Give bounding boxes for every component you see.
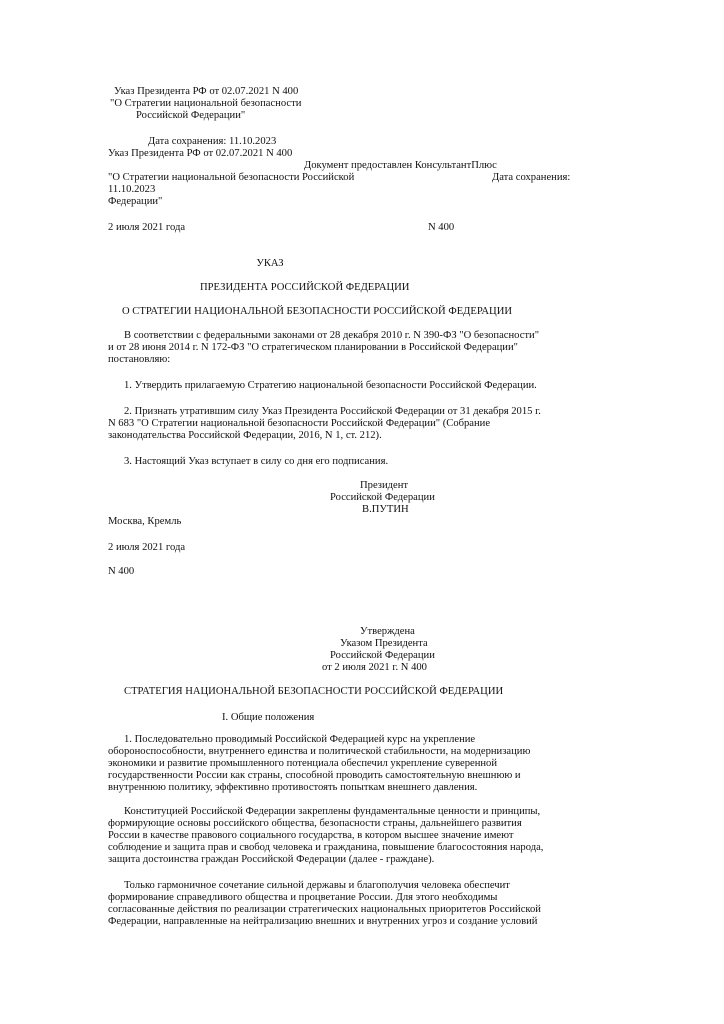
strategy-section-title: I. Общие положения [222,712,315,723]
header-line-8: 11.10.2023 [108,184,156,195]
approved-line-1: Утверждена [360,626,415,637]
intro-line-1: В соответствии с федеральными законами от 28 декабря 2010 г. N 390-ФЗ "О безопасности" [124,330,540,341]
strategy-p3-line-1: Только гармоничное сочетание сильной державы и благополучия человека обеспечит [124,880,510,891]
decree-item-2-line-1: 2. Признать утратившим силу Указ Президента Российской Федерации от 31 декабря 2015 г. [124,406,541,417]
decree-date: 2 июля 2021 года [108,222,186,233]
decree-title-president: ПРЕЗИДЕНТА РОССИЙСКОЙ ФЕДЕРАЦИИ [200,282,410,293]
decree-item-2-line-3: законодательства Российской Федерации, 2016, N 1, ст. 212). [108,430,382,441]
approved-line-3: Российской Федерации [330,650,435,661]
header-line-7-right: Дата сохранения: [492,172,571,183]
strategy-p2-line-1: Конституцией Российской Федерации закреплены фундаментальные ценности и принципы, [124,806,541,817]
approved-line-2: Указом Президента [340,638,428,649]
header-line-7: "О Стратегии национальной безопасности Российской [108,172,355,183]
decree-title-subject: О СТРАТЕГИИ НАЦИОНАЛЬНОЙ БЕЗОПАСНОСТИ РОССИЙСКОЙ ФЕДЕРАЦИИ [122,306,513,317]
signature-name: В.ПУТИН [362,504,409,515]
header-provided-by: Документ предоставлен КонсультантПлюс [304,160,497,171]
strategy-title: СТРАТЕГИЯ НАЦИОНАЛЬНОЙ БЕЗОПАСНОСТИ РОССИЙСКОЙ ФЕДЕРАЦИИ [124,686,504,697]
decree-number: N 400 [428,222,455,233]
decree-item-3: 3. Настоящий Указ вступает в силу со дня его подписания. [124,456,389,467]
header-line-5: Указ Президента РФ от 02.07.2021 N 400 [108,148,293,159]
strategy-p1-line-1: 1. Последовательно проводимый Российской Федерацией курс на укрепление [124,734,476,745]
decree-item-1: 1. Утвердить прилагаемую Стратегию национальной безопасности Российской Федерации. [124,380,537,391]
strategy-p1-line-3: экономики и развитие промышленного потенциала обеспечил укрепление суверенной [108,758,498,769]
signing-place: Москва, Кремль [108,516,182,527]
strategy-p1-line-4: государственности России как страны, способной проводить самостоятельную внешнюю и [108,770,521,781]
strategy-p2-line-3: России в качестве правового социального государства, в котором высшее значение имеют [108,830,514,841]
intro-line-3: постановляю: [108,354,171,365]
signature-country: Российской Федерации [330,492,435,503]
strategy-p2-line-4: соблюдение и защита прав и свобод человека и гражданина, повышение благосостояния народа, [108,842,544,853]
strategy-p3-line-2: формирование справедливого общества и процветание России. Для этого необходимы [108,892,498,903]
strategy-p1-line-5: внутреннюю политику, эффективно противостоять попыткам внешнего давления. [108,782,478,793]
approved-line-4: от 2 июля 2021 г. N 400 [322,662,427,673]
strategy-p3-line-4: Федерации, направленные на нейтрализацию внешних и внутренних угроз и создание условий [108,916,538,927]
strategy-p1-line-2: обороноспособности, внутреннего единства и политической стабильности, на модернизацию [108,746,531,757]
signing-date: 2 июля 2021 года [108,542,186,553]
strategy-p2-line-2: формирующие основы российского общества, безопасности страны, дальнейшего развития [108,818,522,829]
signing-number: N 400 [108,566,135,577]
header-line-9: Федерации" [108,196,163,207]
header-line-1: Указ Президента РФ от 02.07.2021 N 400 [114,86,299,97]
header-line-3: Российской Федерации" [136,110,246,121]
header-line-2: "О Стратегии национальной безопасности [110,98,302,109]
strategy-p3-line-3: согласованные действия по реализации стратегических национальных приоритетов Российской [108,904,541,915]
signature-title: Президент [360,480,409,491]
strategy-p2-line-5: защита достоинства граждан Российской Федерации (далее - граждане). [108,854,435,865]
header-saved-date: Дата сохранения: 11.10.2023 [148,136,277,147]
decree-title-ukaz: УКАЗ [256,258,284,269]
decree-item-2-line-2: N 683 "О Стратегии национальной безопасности Российской Федерации" (Собрание [108,418,491,429]
intro-line-2: и от 28 июня 2014 г. N 172-ФЗ "О стратегическом планировании в Российской Федерации" [108,342,518,353]
